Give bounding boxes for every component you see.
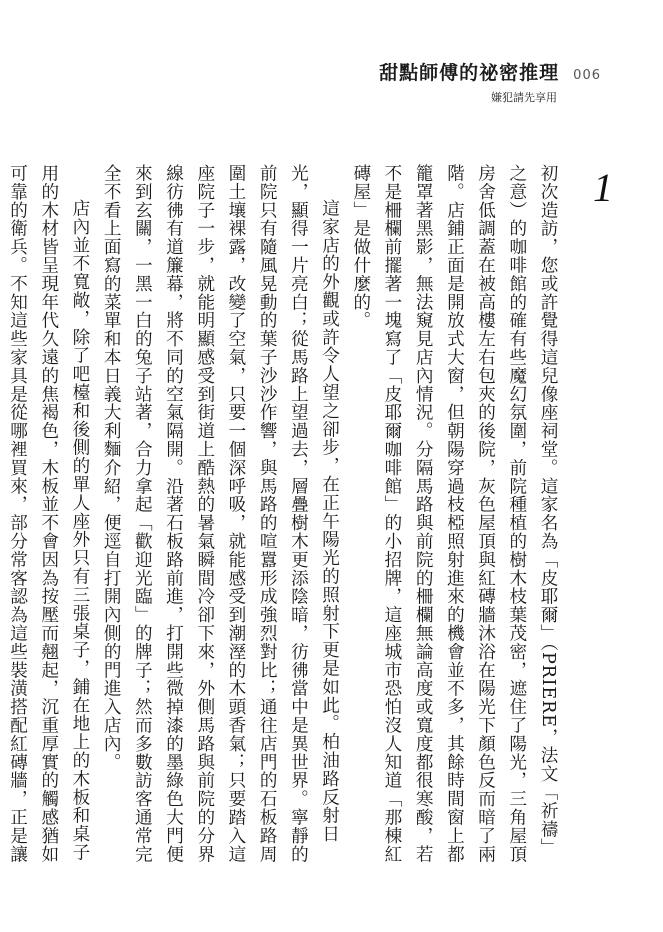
- page-header: [379, 58, 601, 105]
- chapter-number: 1: [593, 165, 613, 210]
- chapter-title: 嫌犯請先享用: [491, 91, 557, 104]
- page-number: 006: [573, 68, 601, 83]
- body-text: [7, 164, 563, 874]
- header-title-line: [379, 58, 601, 85]
- paragraph: 店內並不寬敞，除了吧檯和後側的單人座外只有三張桌子，鋪在地上的木板和桌子用的木材皆呈現年代久遠的焦褐色，木板並不會因為按壓而翹起，沉重厚實的觸感猶如可靠的衛兵。不知這些家具是從哪裡買來，部分常客認為這些裝潢搭配紅磚牆，正是讓: [7, 164, 90, 864]
- paragraph: 這家店的外觀或許令人望之卻步，在正午陽光的照射下更是如此。柏油路反射日光，顯得一片亮白；從馬路上望過去，層疊樹木更添陰暗，彷彿當中是異世界。寧靜的前院只有隨風晃動的葉子沙沙作響，與馬路的喧囂形成強烈對比；通往店門的石板路周圍土壤裸露，改變了空氣，只要一個深呼吸，就能感受到潮溼的木頭香氣；只要踏入這座院子一步，就能明顯感受到街道上酷熱的暑氣瞬間冷卻下來，外側馬路與前院的分界線彷彿有道簾幕，將不同的空氣隔開。沿著石板路前進，打開些微掉漆的墨綠色大門便來到玄關，一黑一白的兔子站著，合力拿起「歡迎光臨」的牌子；然而多數訪客通常完全不看上面寫的菜單和本日義大利麵介紹，便逕自打開內側的門進入店內。: [101, 164, 340, 864]
- paragraph: 初次造訪，您或許覺得這兒像座祠堂。這家名為「皮耶爾」（PRIERE，法文「祈禱」之意）的咖啡館的確有些魔幻氛圍，前院種植的樹木枝葉茂密，遮住了陽光，三角屋頂房舍低調蓋在被高樓左右包夾的後院，灰色屋頂與紅磚牆沐浴在陽光下顏色反而暗了兩階。店鋪正面是開放式大窗，但朝陽穿過枝椏照射進來的機會並不多，其餘時間窗上都籠罩著黑影，無法窺見店內情況。分隔馬路與前院的柵欄無論高度或寬度都很寒酸，若不是柵欄前擺著一塊寫了「皮耶爾咖啡館」的小招牌，這座城市恐怕沒人知道「那棟紅磚屋」是做什麼的。: [350, 164, 558, 864]
- book-title: 甜點師傅的祕密推理: [379, 62, 560, 84]
